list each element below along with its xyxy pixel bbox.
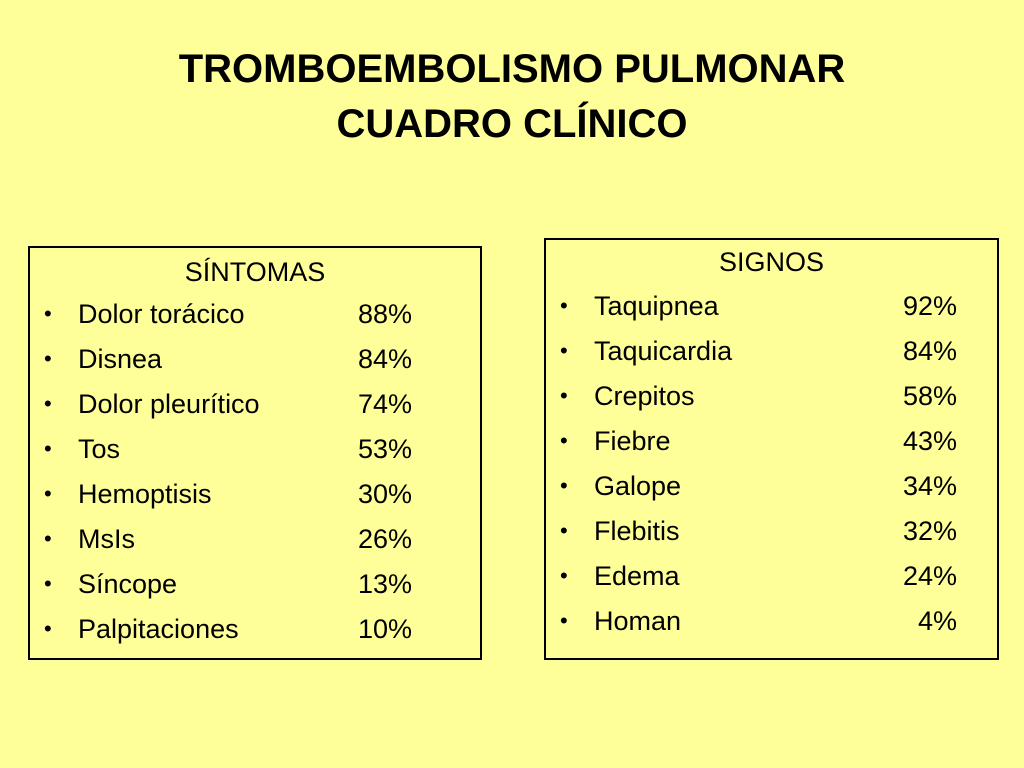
item-value: 13% [357, 569, 412, 599]
item-label: Disnea [78, 344, 163, 374]
item-value: 43% [902, 426, 957, 456]
item-value: 84% [357, 344, 412, 374]
item-label: Galope [594, 471, 682, 501]
list-item [30, 343, 480, 388]
bullet-icon: • [44, 616, 52, 641]
list-item [546, 470, 997, 515]
item-value: 53% [357, 434, 412, 464]
item-value: 10% [357, 614, 412, 644]
sintomas-box [28, 246, 482, 660]
bullet-icon: • [44, 436, 52, 461]
list-item [30, 388, 480, 433]
item-label: Taquipnea [594, 291, 719, 321]
item-label: Homan [594, 606, 682, 636]
list-item [546, 425, 997, 470]
item-value: 88% [357, 299, 412, 329]
list-item [546, 560, 997, 605]
bullet-icon: • [560, 293, 568, 318]
list-item [30, 613, 480, 658]
item-value: 92% [902, 291, 957, 321]
list-item [30, 298, 480, 343]
bullet-icon: • [560, 608, 568, 633]
item-label: Tos [78, 434, 121, 464]
item-label: Crepitos [594, 381, 695, 411]
list-item [546, 605, 997, 650]
signos-box [544, 238, 999, 660]
item-label: Flebitis [594, 516, 680, 546]
item-label: Síncope [78, 569, 178, 599]
item-value: 58% [902, 381, 957, 411]
list-item [30, 523, 480, 568]
signos-list [546, 290, 997, 650]
title-line-2: CUADRO CLÍNICO [336, 102, 688, 146]
list-item [546, 515, 997, 560]
list-item [30, 568, 480, 613]
item-value: 24% [902, 561, 957, 591]
bullet-icon: • [44, 481, 52, 506]
list-item [546, 335, 997, 380]
signos-heading: SIGNOS [718, 247, 825, 277]
title-line-1: TROMBOEMBOLISMO PULMONAR [178, 47, 846, 91]
item-value: 32% [902, 516, 957, 546]
bullet-icon: • [44, 301, 52, 326]
bullet-icon: • [560, 563, 568, 588]
item-label: Fiebre [594, 426, 671, 456]
item-label: Dolor pleurítico [78, 389, 260, 419]
bullet-icon: • [44, 391, 52, 416]
item-label: Edema [594, 561, 680, 591]
item-label: Palpitaciones [78, 614, 239, 644]
bullet-icon: • [44, 526, 52, 551]
list-item [30, 478, 480, 523]
item-value: 26% [357, 524, 412, 554]
bullet-icon: • [44, 346, 52, 371]
item-value: 84% [902, 336, 957, 366]
bullet-icon: • [44, 571, 52, 596]
bullet-icon: • [560, 473, 568, 498]
bullet-icon: • [560, 383, 568, 408]
list-item [546, 290, 997, 335]
item-label: Dolor torácico [78, 299, 245, 329]
list-item [546, 380, 997, 425]
item-value: 74% [357, 389, 412, 419]
item-value: 30% [357, 479, 412, 509]
list-item [30, 433, 480, 478]
bullet-icon: • [560, 518, 568, 543]
slide-title [0, 42, 1024, 152]
item-label: Taquicardia [594, 336, 733, 366]
sintomas-list [30, 298, 480, 658]
item-value: 34% [902, 471, 957, 501]
sintomas-heading: SÍNTOMAS [184, 257, 326, 287]
item-value: 4% [917, 606, 957, 636]
bullet-icon: • [560, 428, 568, 453]
item-label: Hemoptisis [78, 479, 212, 509]
bullet-icon: • [560, 338, 568, 363]
item-label: MsIs [78, 524, 135, 554]
